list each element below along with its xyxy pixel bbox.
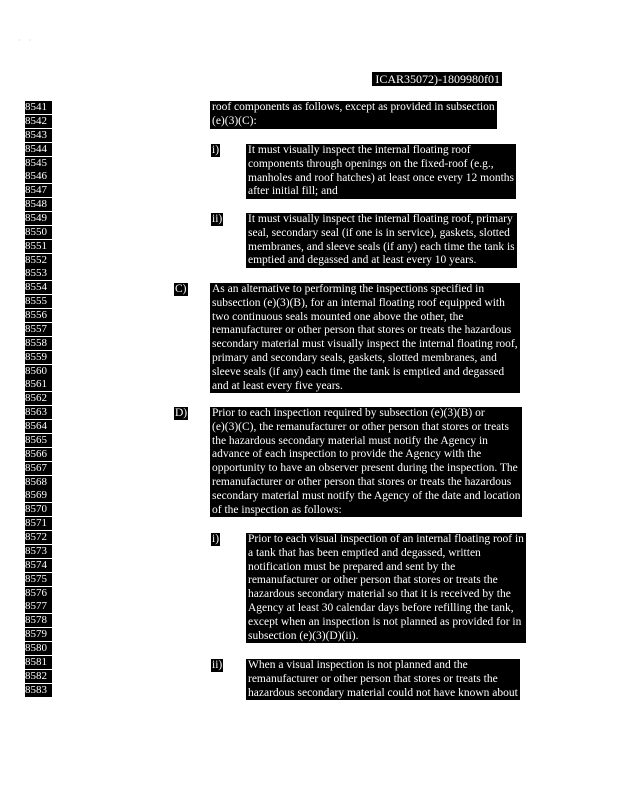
line-number: 8545 xyxy=(25,157,52,170)
line-number: 8550 xyxy=(25,226,52,239)
text-line: except when an inspection is not planned as provided for in xyxy=(248,615,522,628)
document-id-header: ICAR35072)-1809980f01 xyxy=(372,72,502,86)
line-number: 8553 xyxy=(25,267,52,280)
line-number: 8579 xyxy=(25,628,52,641)
text-line: after initial fill; and xyxy=(248,185,338,198)
text-line: hazardous secondary material could not have known about xyxy=(248,686,518,699)
line-number: 8547 xyxy=(25,184,52,197)
line-number: 8561 xyxy=(25,378,52,391)
line-number: 8557 xyxy=(25,323,52,336)
text-line: emptied and degassed and at least every 10 years. xyxy=(248,254,477,267)
paragraph-d xyxy=(210,407,522,517)
text-line: remanufacturer or other person that stores or treats the xyxy=(248,672,498,685)
text-line: Agency at least 30 calendar days before refilling the tank, xyxy=(248,601,514,614)
label-ii-first: ii) xyxy=(212,213,223,225)
line-number: 8564 xyxy=(25,420,52,433)
text-line: components through openings on the fixed-roof (e.g., xyxy=(248,157,494,170)
text-line: two continuous seals mounted one above the other, the xyxy=(212,310,464,323)
line-number: 8568 xyxy=(25,476,52,489)
line-number: 8551 xyxy=(25,240,52,253)
line-number: 8580 xyxy=(25,642,52,655)
text-line: remanufacturer or other person that stores or treats the hazardous xyxy=(212,324,512,337)
line-number: 8548 xyxy=(25,198,52,211)
text-line: a tank that has been emptied and degassed, written xyxy=(248,546,481,559)
paragraph-ii-second xyxy=(246,659,520,700)
line-number: 8555 xyxy=(25,295,52,308)
line-number: 8554 xyxy=(25,281,52,294)
line-number: 8570 xyxy=(25,503,52,516)
label-c: C) xyxy=(175,283,187,295)
line-number: 8563 xyxy=(25,406,52,419)
text-line: remanufacturer or other person that stores or treats the hazardous xyxy=(212,475,512,488)
line-number: 8556 xyxy=(25,309,52,322)
line-number: 8573 xyxy=(25,545,52,558)
line-number: 8542 xyxy=(25,115,52,128)
text-line: manholes and roof hatches) at least once every 12 months xyxy=(248,171,515,184)
line-number: 8558 xyxy=(25,337,52,350)
text-line: roof components as follows, except as provided in subsection xyxy=(212,101,495,113)
line-number: 8544 xyxy=(25,143,52,156)
line-number: 8565 xyxy=(25,434,52,447)
line-number: 8543 xyxy=(25,129,52,142)
text-line: Prior to each visual inspection of an internal floating roof in xyxy=(248,533,524,545)
text-line: advance of each inspection to provide the Agency with the xyxy=(212,448,482,461)
text-line: seal, secondary seal (if one is in service), gaskets, slotted xyxy=(248,226,510,239)
line-number: 8569 xyxy=(25,489,52,502)
label-i-second: i) xyxy=(212,533,220,545)
line-number: 8567 xyxy=(25,462,52,475)
line-number: 8559 xyxy=(25,351,52,364)
text-line: (e)(3)(C), the remanufacturer or other person that stores or treats xyxy=(212,420,509,433)
line-number: 8578 xyxy=(25,614,52,627)
line-number: 8574 xyxy=(25,559,52,572)
paragraph-c xyxy=(210,283,520,393)
line-number: 8571 xyxy=(25,517,52,530)
line-number: 8575 xyxy=(25,573,52,586)
line-number: 8546 xyxy=(25,170,52,183)
label-i-first: i) xyxy=(212,144,220,156)
text-line: sleeve seals (if any) each time the tank is emptied and degassed xyxy=(212,365,505,378)
line-number: 8572 xyxy=(25,531,52,544)
text-line: and at least every five years. xyxy=(212,379,343,392)
text-line: hazardous secondary material so that it is received by the xyxy=(248,588,511,601)
text-line: notification must be prepared and sent by the xyxy=(248,560,456,573)
text-line: As an alternative to performing the inspections specified in xyxy=(212,283,485,295)
text-line: It must visually inspect the internal floating roof, primary xyxy=(248,213,513,225)
line-number: 8583 xyxy=(25,684,52,697)
line-number: 8581 xyxy=(25,656,52,669)
text-line: secondary material must visually inspect the internal floating roof, xyxy=(212,338,518,351)
line-number: 8552 xyxy=(25,254,52,267)
text-line: subsection (e)(3)(B), for an internal floating roof equipped with xyxy=(212,296,505,309)
text-line: of the inspection as follows: xyxy=(212,503,342,516)
label-d: D) xyxy=(175,407,188,419)
scan-speckle: · · xyxy=(18,36,32,45)
line-number: 8549 xyxy=(25,212,52,225)
text-line: (e)(3)(C): xyxy=(212,114,257,127)
text-line: subsection (e)(3)(D)(ii). xyxy=(248,629,359,642)
paragraph-i-second xyxy=(246,533,526,643)
line-number: 8576 xyxy=(25,587,52,600)
label-ii-second: ii) xyxy=(212,659,223,671)
paragraph-intro xyxy=(210,101,497,129)
text-line: opportunity to have an observer present during the inspection. The xyxy=(212,462,518,475)
text-line: remanufacturer or other person that stores or treats the xyxy=(248,574,498,587)
line-number: 8577 xyxy=(25,600,52,613)
text-line: the hazardous secondary material must notify the Agency in xyxy=(212,434,488,447)
line-number: 8562 xyxy=(25,392,52,405)
line-number: 8541 xyxy=(25,101,52,114)
text-line: It must visually inspect the internal floating roof xyxy=(248,144,471,156)
text-line: Prior to each inspection required by subsection (e)(3)(B) or xyxy=(212,407,485,419)
line-number: 8566 xyxy=(25,448,52,461)
line-number: 8560 xyxy=(25,365,52,378)
line-number: 8582 xyxy=(25,670,52,683)
paragraph-i-first xyxy=(246,144,516,199)
paragraph-ii-first xyxy=(246,213,517,268)
text-line: secondary material must notify the Agency of the date and location xyxy=(212,489,521,502)
text-line: primary and secondary seals, gaskets, slotted membranes, and xyxy=(212,351,497,364)
text-line: membranes, and sleeve seals (if any) each time the tank is xyxy=(248,240,515,253)
text-line: When a visual inspection is not planned and the xyxy=(248,659,468,671)
